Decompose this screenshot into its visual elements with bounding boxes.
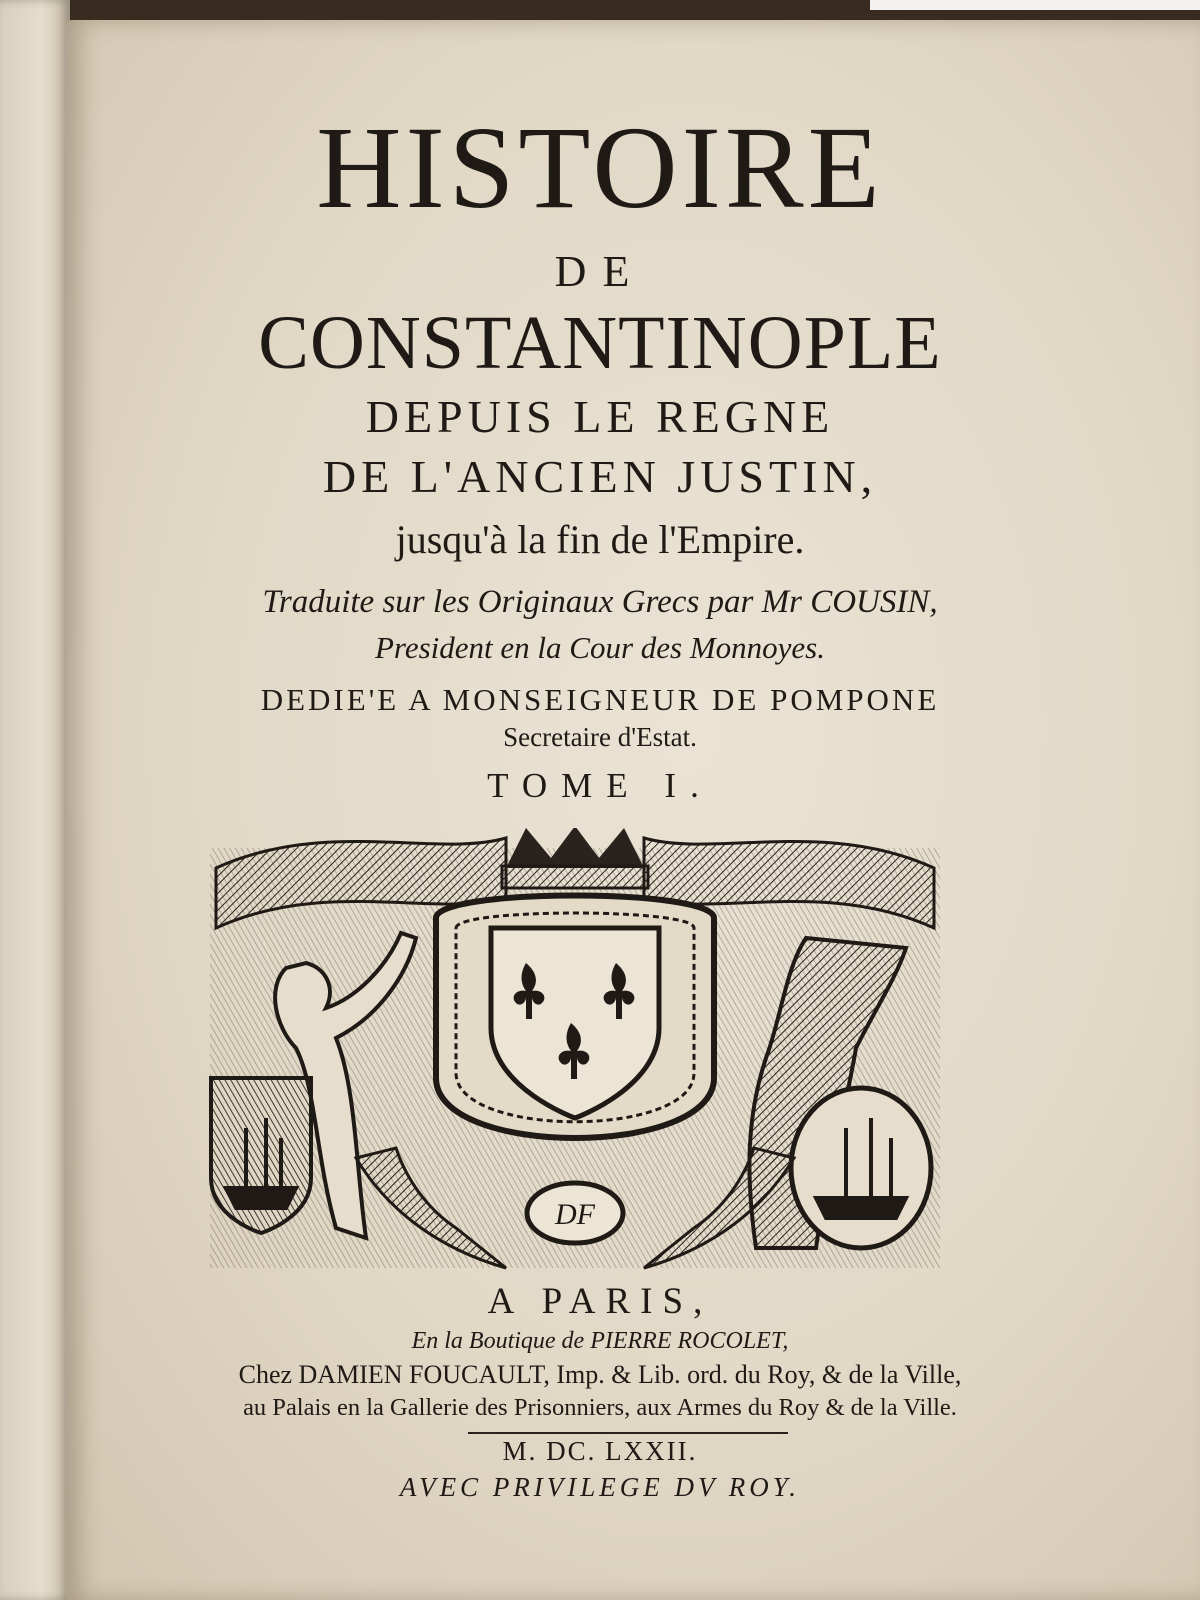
monogram-text: DF [555,1198,595,1231]
volume-number: TOME I. [487,766,713,805]
royal-arms-woodcut-icon [206,828,944,1280]
title-constantinople: CONSTANTINOPLE [258,301,942,385]
imprint-year: M. DC. LXXII. [502,1436,698,1466]
dedication-line: DEDIE'E A MONSEIGNEUR DE POMPONE [260,682,940,717]
imprint-boutique: En la Boutique de PIERRE ROCOLET, [411,1328,789,1354]
dedication-title: Secretaire d'Estat. [503,722,697,752]
title-histoire: HISTOIRE [316,102,884,233]
translator-line: Traduite sur les Originaux Grecs par Mr COUSIN, [262,584,938,620]
title-ancien-justin: DE L'ANCIEN JUSTIN, [322,451,878,502]
imprint-address: au Palais en la Gallerie des Prisonniers, aux Armes du Roy & de la Ville. [243,1394,957,1421]
privilege-line: AVEC PRIVILEGE DV ROY. [399,1472,801,1502]
title-jusqua: jusqu'à la fin de l'Empire. [395,517,805,562]
imprint-rule [468,1432,788,1434]
title-depuis: DEPUIS LE REGNE [365,391,835,442]
translator-office: President en la Cour des Monnoyes. [375,630,825,665]
imprint-printer: Chez DAMIEN FOUCAULT, Imp. & Lib. ord. du Roy, & de la Ville, [238,1360,962,1389]
title-de: DE [554,247,646,296]
imprint-city: A PARIS, [487,1281,713,1322]
background-corner [870,0,1200,10]
